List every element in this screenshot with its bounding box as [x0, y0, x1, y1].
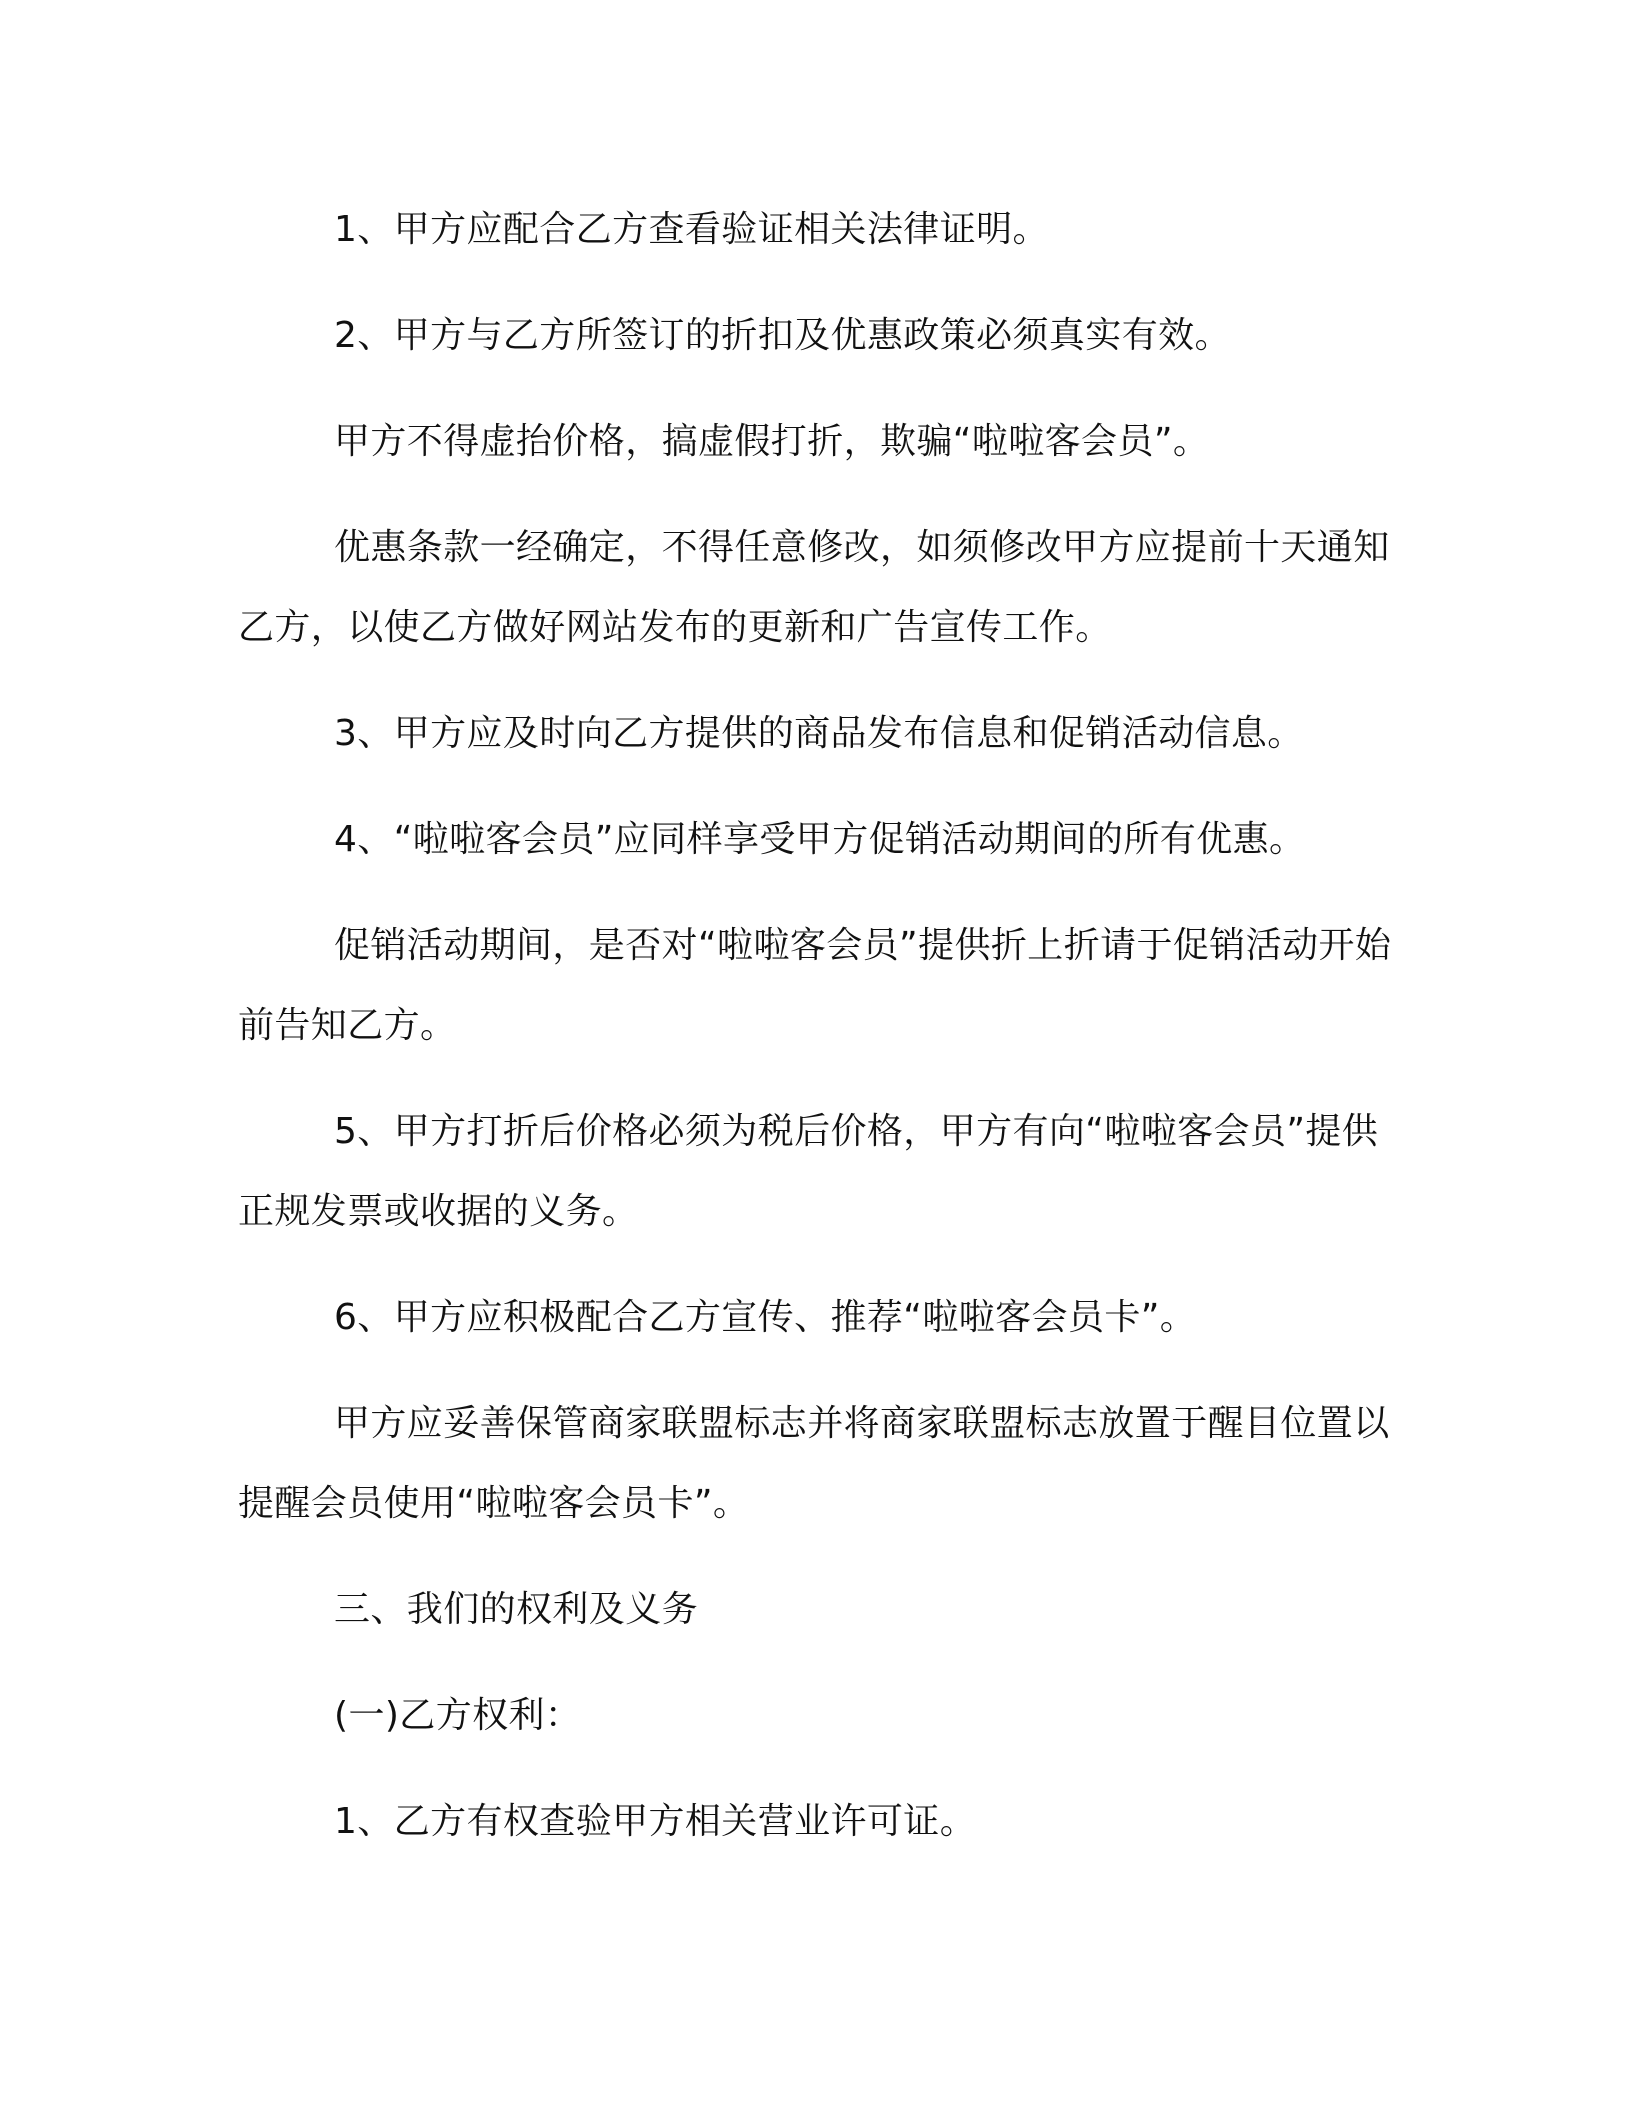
- paragraph-13: 1、乙方有权查验甲方相关营业许可证。: [334, 1801, 977, 1842]
- paragraph-4: 优惠条款一经确定，不得任意修改，如须修改甲方应提前十天通知乙方，以使乙方做好网站发布的更新和广告宣传工作。: [238, 527, 1390, 648]
- paragraph-10: 甲方应妥善保管商家联盟标志并将商家联盟标志放置于醒目位置以提醒会员使用“啦啦客会员卡”。: [238, 1403, 1390, 1524]
- section-heading: 三、我们的权利及义务: [334, 1589, 699, 1630]
- subsection-heading: (一)乙方权利：: [334, 1695, 582, 1736]
- paragraph-8: 5、甲方打折后价格必须为税后价格，甲方有向“啦啦客会员”提供正规发票或收据的义务。: [238, 1111, 1379, 1232]
- paragraph-6: 4、“啦啦客会员”应同样享受甲方促销活动期间的所有优惠。: [334, 819, 1306, 860]
- paragraph-1: 1、甲方应配合乙方查看验证相关法律证明。: [334, 209, 1049, 250]
- paragraph-9: 6、甲方应积极配合乙方宣传、推荐“啦啦客会员卡”。: [334, 1297, 1197, 1338]
- paragraph-7: 促销活动期间，是否对“啦啦客会员”提供折上折请于促销活动开始前告知乙方。: [238, 925, 1392, 1046]
- document-body: [238, 190, 1394, 1862]
- paragraph-5: 3、甲方应及时向乙方提供的商品发布信息和促销活动信息。: [334, 713, 1304, 754]
- paragraph-2: 2、甲方与乙方所签订的折扣及优惠政策必须真实有效。: [334, 315, 1231, 356]
- paragraph-3: 甲方不得虚抬价格，搞虚假打折，欺骗“啦啦客会员”。: [334, 421, 1210, 462]
